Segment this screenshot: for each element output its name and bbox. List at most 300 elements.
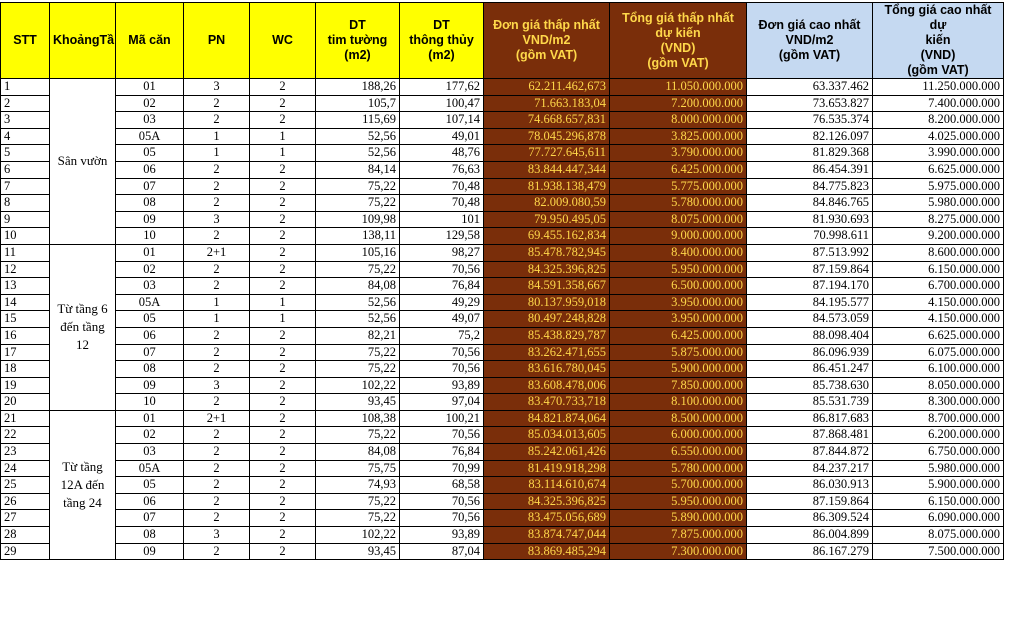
cell-stt[interactable]: 11 (1, 244, 50, 261)
cell-area-clear[interactable]: 70,48 (400, 195, 484, 212)
cell-max-unit-price[interactable]: 84.846.765 (747, 195, 873, 212)
cell-min-total[interactable]: 7.200.000.000 (610, 95, 747, 112)
cell-wc[interactable]: 2 (250, 394, 316, 411)
cell-pn[interactable]: 1 (184, 145, 250, 162)
cell-min-unit-price[interactable]: 78.045.296,878 (484, 128, 610, 145)
cell-area-clear[interactable]: 97,04 (400, 394, 484, 411)
cell-area-wall[interactable]: 84,14 (316, 161, 400, 178)
cell-min-unit-price[interactable]: 83.475.056,689 (484, 510, 610, 527)
cell-area-wall[interactable]: 75,22 (316, 178, 400, 195)
cell-area-wall[interactable]: 109,98 (316, 211, 400, 228)
cell-pn[interactable]: 2 (184, 493, 250, 510)
cell-min-total[interactable]: 6.000.000.000 (610, 427, 747, 444)
cell-pn[interactable]: 2 (184, 178, 250, 195)
cell-wc[interactable]: 2 (250, 377, 316, 394)
cell-unit[interactable]: 05 (116, 145, 184, 162)
cell-unit[interactable]: 01 (116, 79, 184, 96)
cell-max-unit-price[interactable]: 85.531.739 (747, 394, 873, 411)
cell-stt[interactable]: 8 (1, 195, 50, 212)
header-area-clear[interactable]: DT thông thủy (m2) (400, 3, 484, 79)
cell-unit[interactable]: 03 (116, 278, 184, 295)
cell-max-total[interactable]: 6.150.000.000 (873, 261, 1004, 278)
header-unit[interactable]: Mã căn (116, 3, 184, 79)
cell-min-unit-price[interactable]: 83.874.747,044 (484, 527, 610, 544)
cell-min-unit-price[interactable]: 69.455.162,834 (484, 228, 610, 245)
cell-area-wall[interactable]: 74,93 (316, 477, 400, 494)
cell-pn[interactable]: 2 (184, 278, 250, 295)
cell-pn[interactable]: 2 (184, 228, 250, 245)
cell-pn[interactable]: 1 (184, 311, 250, 328)
cell-max-unit-price[interactable]: 84.573.059 (747, 311, 873, 328)
cell-wc[interactable]: 2 (250, 79, 316, 96)
cell-max-total[interactable]: 6.700.000.000 (873, 278, 1004, 295)
cell-max-unit-price[interactable]: 87.513.992 (747, 244, 873, 261)
cell-stt[interactable]: 24 (1, 460, 50, 477)
cell-area-wall[interactable]: 105,16 (316, 244, 400, 261)
cell-min-unit-price[interactable]: 83.114.610,674 (484, 477, 610, 494)
cell-wc[interactable]: 2 (250, 527, 316, 544)
cell-wc[interactable]: 2 (250, 178, 316, 195)
cell-min-total[interactable]: 5.700.000.000 (610, 477, 747, 494)
cell-unit[interactable]: 07 (116, 344, 184, 361)
cell-wc[interactable]: 2 (250, 195, 316, 212)
cell-min-total[interactable]: 6.500.000.000 (610, 278, 747, 295)
cell-area-clear[interactable]: 76,84 (400, 278, 484, 295)
cell-min-unit-price[interactable]: 83.616.780,045 (484, 361, 610, 378)
cell-min-total[interactable]: 7.875.000.000 (610, 527, 747, 544)
cell-max-total[interactable]: 4.150.000.000 (873, 294, 1004, 311)
cell-max-total[interactable]: 5.980.000.000 (873, 460, 1004, 477)
cell-max-total[interactable]: 6.150.000.000 (873, 493, 1004, 510)
cell-unit[interactable]: 07 (116, 178, 184, 195)
cell-area-clear[interactable]: 100,47 (400, 95, 484, 112)
cell-min-total[interactable]: 8.000.000.000 (610, 112, 747, 129)
cell-min-total[interactable]: 6.425.000.000 (610, 327, 747, 344)
cell-max-unit-price[interactable]: 81.930.693 (747, 211, 873, 228)
header-min-unit-price[interactable]: Đơn giá thấp nhất VND/m2 (gồm VAT) (484, 3, 610, 79)
cell-unit[interactable]: 05A (116, 294, 184, 311)
cell-pn[interactable]: 2 (184, 344, 250, 361)
cell-area-clear[interactable]: 93,89 (400, 527, 484, 544)
cell-min-total[interactable]: 5.890.000.000 (610, 510, 747, 527)
cell-min-total[interactable]: 5.900.000.000 (610, 361, 747, 378)
cell-max-unit-price[interactable]: 63.337.462 (747, 79, 873, 96)
cell-area-clear[interactable]: 70,99 (400, 460, 484, 477)
cell-pn[interactable]: 2 (184, 195, 250, 212)
header-wc[interactable]: WC (250, 3, 316, 79)
cell-min-total[interactable]: 6.550.000.000 (610, 444, 747, 461)
cell-stt[interactable]: 5 (1, 145, 50, 162)
cell-area-wall[interactable]: 84,08 (316, 278, 400, 295)
cell-min-total[interactable]: 6.425.000.000 (610, 161, 747, 178)
cell-max-total[interactable]: 6.090.000.000 (873, 510, 1004, 527)
cell-area-clear[interactable]: 177,62 (400, 79, 484, 96)
cell-pn[interactable]: 2 (184, 112, 250, 129)
cell-min-total[interactable]: 8.075.000.000 (610, 211, 747, 228)
cell-max-unit-price[interactable]: 73.653.827 (747, 95, 873, 112)
cell-wc[interactable]: 2 (250, 95, 316, 112)
cell-max-total[interactable]: 6.075.000.000 (873, 344, 1004, 361)
cell-max-unit-price[interactable]: 86.096.939 (747, 344, 873, 361)
cell-stt[interactable]: 15 (1, 311, 50, 328)
cell-area-clear[interactable]: 70,56 (400, 344, 484, 361)
cell-stt[interactable]: 29 (1, 543, 50, 560)
cell-max-total[interactable]: 6.100.000.000 (873, 361, 1004, 378)
cell-wc[interactable]: 1 (250, 145, 316, 162)
cell-max-unit-price[interactable]: 86.817.683 (747, 410, 873, 427)
header-min-total[interactable]: Tổng giá thấp nhất dự kiến (VND) (gồm VAT) (610, 3, 747, 79)
cell-area-clear[interactable]: 70,56 (400, 261, 484, 278)
cell-stt[interactable]: 23 (1, 444, 50, 461)
cell-min-unit-price[interactable]: 80.137.959,018 (484, 294, 610, 311)
zone-cell[interactable]: Từ tầng 12A đến tầng 24 (50, 410, 116, 559)
cell-unit[interactable]: 05 (116, 311, 184, 328)
cell-wc[interactable]: 2 (250, 477, 316, 494)
cell-wc[interactable]: 2 (250, 228, 316, 245)
cell-area-clear[interactable]: 129,58 (400, 228, 484, 245)
cell-min-unit-price[interactable]: 84.591.358,667 (484, 278, 610, 295)
cell-unit[interactable]: 10 (116, 394, 184, 411)
cell-unit[interactable]: 09 (116, 211, 184, 228)
cell-area-clear[interactable]: 101 (400, 211, 484, 228)
cell-min-unit-price[interactable]: 83.869.485,294 (484, 543, 610, 560)
cell-max-total[interactable]: 8.075.000.000 (873, 527, 1004, 544)
cell-max-total[interactable]: 6.625.000.000 (873, 327, 1004, 344)
cell-area-clear[interactable]: 49,29 (400, 294, 484, 311)
cell-max-unit-price[interactable]: 84.775.823 (747, 178, 873, 195)
cell-max-unit-price[interactable]: 86.004.899 (747, 527, 873, 544)
cell-area-wall[interactable]: 52,56 (316, 311, 400, 328)
cell-pn[interactable]: 2 (184, 161, 250, 178)
cell-max-unit-price[interactable]: 88.098.404 (747, 327, 873, 344)
cell-area-wall[interactable]: 75,22 (316, 493, 400, 510)
cell-wc[interactable]: 2 (250, 361, 316, 378)
cell-stt[interactable]: 6 (1, 161, 50, 178)
cell-pn[interactable]: 3 (184, 211, 250, 228)
cell-stt[interactable]: 22 (1, 427, 50, 444)
cell-area-wall[interactable]: 102,22 (316, 527, 400, 544)
cell-area-wall[interactable]: 75,22 (316, 510, 400, 527)
cell-min-unit-price[interactable]: 71.663.183,04 (484, 95, 610, 112)
cell-area-clear[interactable]: 107,14 (400, 112, 484, 129)
cell-area-wall[interactable]: 93,45 (316, 394, 400, 411)
cell-min-total[interactable]: 8.100.000.000 (610, 394, 747, 411)
cell-area-clear[interactable]: 49,07 (400, 311, 484, 328)
cell-wc[interactable]: 2 (250, 161, 316, 178)
cell-stt[interactable]: 9 (1, 211, 50, 228)
header-max-unit-price[interactable]: Đơn giá cao nhất VND/m2 (gồm VAT) (747, 3, 873, 79)
cell-max-unit-price[interactable]: 81.829.368 (747, 145, 873, 162)
cell-pn[interactable]: 2 (184, 327, 250, 344)
cell-max-total[interactable]: 4.150.000.000 (873, 311, 1004, 328)
cell-unit[interactable]: 01 (116, 244, 184, 261)
cell-area-wall[interactable]: 52,56 (316, 294, 400, 311)
cell-min-unit-price[interactable]: 85.242.061,426 (484, 444, 610, 461)
cell-area-wall[interactable]: 188,26 (316, 79, 400, 96)
cell-max-unit-price[interactable]: 82.126.097 (747, 128, 873, 145)
cell-min-unit-price[interactable]: 85.438.829,787 (484, 327, 610, 344)
cell-max-unit-price[interactable]: 76.535.374 (747, 112, 873, 129)
cell-unit[interactable]: 03 (116, 444, 184, 461)
cell-stt[interactable]: 27 (1, 510, 50, 527)
cell-area-wall[interactable]: 102,22 (316, 377, 400, 394)
cell-unit[interactable]: 05A (116, 460, 184, 477)
header-max-total[interactable]: Tổng giá cao nhất dự kiến (VND) (gồm VAT) (873, 3, 1004, 79)
cell-max-total[interactable]: 7.500.000.000 (873, 543, 1004, 560)
cell-max-unit-price[interactable]: 87.868.481 (747, 427, 873, 444)
cell-unit[interactable]: 08 (116, 527, 184, 544)
cell-pn[interactable]: 2 (184, 95, 250, 112)
cell-max-total[interactable]: 11.250.000.000 (873, 79, 1004, 96)
cell-wc[interactable]: 1 (250, 128, 316, 145)
cell-unit[interactable]: 02 (116, 427, 184, 444)
cell-area-clear[interactable]: 76,63 (400, 161, 484, 178)
cell-pn[interactable]: 2+1 (184, 244, 250, 261)
cell-area-wall[interactable]: 75,22 (316, 195, 400, 212)
cell-max-total[interactable]: 6.625.000.000 (873, 161, 1004, 178)
cell-stt[interactable]: 7 (1, 178, 50, 195)
cell-area-clear[interactable]: 75,2 (400, 327, 484, 344)
cell-area-wall[interactable]: 75,22 (316, 427, 400, 444)
cell-max-total[interactable]: 7.400.000.000 (873, 95, 1004, 112)
cell-min-total[interactable]: 3.825.000.000 (610, 128, 747, 145)
cell-min-total[interactable]: 5.950.000.000 (610, 261, 747, 278)
cell-unit[interactable]: 08 (116, 195, 184, 212)
cell-max-total[interactable]: 6.200.000.000 (873, 427, 1004, 444)
cell-unit[interactable]: 06 (116, 493, 184, 510)
cell-max-total[interactable]: 8.200.000.000 (873, 112, 1004, 129)
cell-area-clear[interactable]: 70,48 (400, 178, 484, 195)
cell-min-unit-price[interactable]: 81.419.918,298 (484, 460, 610, 477)
cell-max-unit-price[interactable]: 86.030.913 (747, 477, 873, 494)
cell-unit[interactable]: 06 (116, 327, 184, 344)
cell-min-unit-price[interactable]: 74.668.657,831 (484, 112, 610, 129)
cell-area-clear[interactable]: 68,58 (400, 477, 484, 494)
cell-max-total[interactable]: 8.700.000.000 (873, 410, 1004, 427)
cell-area-clear[interactable]: 48,76 (400, 145, 484, 162)
cell-stt[interactable]: 28 (1, 527, 50, 544)
cell-area-clear[interactable]: 93,89 (400, 377, 484, 394)
cell-max-unit-price[interactable]: 84.237.217 (747, 460, 873, 477)
cell-unit[interactable]: 05 (116, 477, 184, 494)
cell-unit[interactable]: 02 (116, 261, 184, 278)
cell-max-unit-price[interactable]: 86.167.279 (747, 543, 873, 560)
cell-wc[interactable]: 1 (250, 294, 316, 311)
cell-area-wall[interactable]: 75,75 (316, 460, 400, 477)
cell-max-total[interactable]: 4.025.000.000 (873, 128, 1004, 145)
cell-stt[interactable]: 16 (1, 327, 50, 344)
cell-area-clear[interactable]: 98,27 (400, 244, 484, 261)
cell-pn[interactable]: 2 (184, 261, 250, 278)
cell-pn[interactable]: 1 (184, 128, 250, 145)
cell-wc[interactable]: 2 (250, 543, 316, 560)
cell-max-unit-price[interactable]: 70.998.611 (747, 228, 873, 245)
cell-min-unit-price[interactable]: 85.478.782,945 (484, 244, 610, 261)
header-area-wall[interactable]: DT tim tường (m2) (316, 3, 400, 79)
cell-unit[interactable]: 01 (116, 410, 184, 427)
cell-stt[interactable]: 25 (1, 477, 50, 494)
cell-min-total[interactable]: 9.000.000.000 (610, 228, 747, 245)
cell-unit[interactable]: 03 (116, 112, 184, 129)
cell-min-unit-price[interactable]: 83.262.471,655 (484, 344, 610, 361)
cell-area-wall[interactable]: 82,21 (316, 327, 400, 344)
cell-max-total[interactable]: 5.900.000.000 (873, 477, 1004, 494)
cell-stt[interactable]: 14 (1, 294, 50, 311)
cell-unit[interactable]: 09 (116, 543, 184, 560)
cell-stt[interactable]: 4 (1, 128, 50, 145)
cell-area-wall[interactable]: 108,38 (316, 410, 400, 427)
cell-min-total[interactable]: 5.950.000.000 (610, 493, 747, 510)
cell-stt[interactable]: 13 (1, 278, 50, 295)
cell-max-unit-price[interactable]: 85.738.630 (747, 377, 873, 394)
cell-pn[interactable]: 2 (184, 510, 250, 527)
cell-min-unit-price[interactable]: 83.844.447,344 (484, 161, 610, 178)
cell-min-total[interactable]: 3.950.000.000 (610, 294, 747, 311)
cell-min-total[interactable]: 5.875.000.000 (610, 344, 747, 361)
cell-min-total[interactable]: 8.500.000.000 (610, 410, 747, 427)
cell-unit[interactable]: 07 (116, 510, 184, 527)
cell-wc[interactable]: 2 (250, 244, 316, 261)
cell-min-total[interactable]: 3.790.000.000 (610, 145, 747, 162)
cell-wc[interactable]: 2 (250, 410, 316, 427)
cell-unit[interactable]: 08 (116, 361, 184, 378)
cell-max-total[interactable]: 5.975.000.000 (873, 178, 1004, 195)
cell-min-total[interactable]: 5.780.000.000 (610, 460, 747, 477)
cell-pn[interactable]: 3 (184, 527, 250, 544)
cell-pn[interactable]: 2 (184, 394, 250, 411)
cell-min-unit-price[interactable]: 82.009.080,59 (484, 195, 610, 212)
cell-unit[interactable]: 10 (116, 228, 184, 245)
cell-area-clear[interactable]: 70,56 (400, 361, 484, 378)
cell-min-unit-price[interactable]: 77.727.645,611 (484, 145, 610, 162)
cell-min-unit-price[interactable]: 81.938.138,479 (484, 178, 610, 195)
cell-stt[interactable]: 20 (1, 394, 50, 411)
cell-wc[interactable]: 2 (250, 344, 316, 361)
cell-max-unit-price[interactable]: 87.194.170 (747, 278, 873, 295)
cell-max-total[interactable]: 9.200.000.000 (873, 228, 1004, 245)
cell-max-unit-price[interactable]: 86.454.391 (747, 161, 873, 178)
cell-area-wall[interactable]: 75,22 (316, 344, 400, 361)
cell-area-clear[interactable]: 100,21 (400, 410, 484, 427)
cell-wc[interactable]: 2 (250, 261, 316, 278)
cell-unit[interactable]: 09 (116, 377, 184, 394)
cell-pn[interactable]: 2 (184, 444, 250, 461)
cell-area-clear[interactable]: 70,56 (400, 493, 484, 510)
cell-area-clear[interactable]: 49,01 (400, 128, 484, 145)
cell-area-wall[interactable]: 75,22 (316, 261, 400, 278)
cell-area-wall[interactable]: 105,7 (316, 95, 400, 112)
cell-max-total[interactable]: 8.300.000.000 (873, 394, 1004, 411)
zone-cell[interactable]: Sân vườn (50, 79, 116, 245)
cell-stt[interactable]: 21 (1, 410, 50, 427)
cell-stt[interactable]: 18 (1, 361, 50, 378)
cell-min-total[interactable]: 7.300.000.000 (610, 543, 747, 560)
cell-pn[interactable]: 2 (184, 543, 250, 560)
cell-wc[interactable]: 2 (250, 493, 316, 510)
cell-min-total[interactable]: 3.950.000.000 (610, 311, 747, 328)
cell-max-total[interactable]: 3.990.000.000 (873, 145, 1004, 162)
cell-area-clear[interactable]: 70,56 (400, 427, 484, 444)
header-stt[interactable]: STT (1, 3, 50, 79)
cell-max-total[interactable]: 5.980.000.000 (873, 195, 1004, 212)
header-pn[interactable]: PN (184, 3, 250, 79)
cell-min-unit-price[interactable]: 83.608.478,006 (484, 377, 610, 394)
cell-max-unit-price[interactable]: 87.159.864 (747, 493, 873, 510)
cell-area-clear[interactable]: 76,84 (400, 444, 484, 461)
cell-stt[interactable]: 10 (1, 228, 50, 245)
cell-wc[interactable]: 2 (250, 444, 316, 461)
cell-stt[interactable]: 3 (1, 112, 50, 129)
cell-unit[interactable]: 06 (116, 161, 184, 178)
cell-max-total[interactable]: 8.600.000.000 (873, 244, 1004, 261)
cell-min-unit-price[interactable]: 79.950.495,05 (484, 211, 610, 228)
cell-stt[interactable]: 17 (1, 344, 50, 361)
cell-area-wall[interactable]: 52,56 (316, 145, 400, 162)
cell-area-wall[interactable]: 93,45 (316, 543, 400, 560)
cell-max-unit-price[interactable]: 86.309.524 (747, 510, 873, 527)
cell-min-unit-price[interactable]: 84.325.396,825 (484, 261, 610, 278)
cell-stt[interactable]: 26 (1, 493, 50, 510)
cell-wc[interactable]: 2 (250, 278, 316, 295)
cell-min-total[interactable]: 5.780.000.000 (610, 195, 747, 212)
cell-pn[interactable]: 2+1 (184, 410, 250, 427)
cell-pn[interactable]: 2 (184, 477, 250, 494)
cell-min-unit-price[interactable]: 84.821.874,064 (484, 410, 610, 427)
cell-stt[interactable]: 2 (1, 95, 50, 112)
cell-max-unit-price[interactable]: 87.844.872 (747, 444, 873, 461)
cell-area-wall[interactable]: 138,11 (316, 228, 400, 245)
cell-max-unit-price[interactable]: 84.195.577 (747, 294, 873, 311)
cell-max-total[interactable]: 8.050.000.000 (873, 377, 1004, 394)
cell-wc[interactable]: 2 (250, 112, 316, 129)
cell-min-unit-price[interactable]: 83.470.733,718 (484, 394, 610, 411)
cell-wc[interactable]: 2 (250, 427, 316, 444)
cell-min-total[interactable]: 5.775.000.000 (610, 178, 747, 195)
cell-max-unit-price[interactable]: 86.451.247 (747, 361, 873, 378)
cell-pn[interactable]: 3 (184, 79, 250, 96)
cell-pn[interactable]: 1 (184, 294, 250, 311)
cell-min-unit-price[interactable]: 80.497.248,828 (484, 311, 610, 328)
cell-max-total[interactable]: 6.750.000.000 (873, 444, 1004, 461)
cell-min-unit-price[interactable]: 85.034.013,605 (484, 427, 610, 444)
cell-min-total[interactable]: 7.850.000.000 (610, 377, 747, 394)
zone-cell[interactable]: Từ tầng 6 đến tầng 12 (50, 244, 116, 410)
cell-pn[interactable]: 3 (184, 377, 250, 394)
cell-stt[interactable]: 1 (1, 79, 50, 96)
cell-wc[interactable]: 2 (250, 327, 316, 344)
cell-max-unit-price[interactable]: 87.159.864 (747, 261, 873, 278)
cell-area-wall[interactable]: 84,08 (316, 444, 400, 461)
cell-stt[interactable]: 19 (1, 377, 50, 394)
cell-wc[interactable]: 2 (250, 510, 316, 527)
cell-wc[interactable]: 2 (250, 460, 316, 477)
cell-area-wall[interactable]: 52,56 (316, 128, 400, 145)
cell-area-wall[interactable]: 115,69 (316, 112, 400, 129)
cell-area-wall[interactable]: 75,22 (316, 361, 400, 378)
cell-area-clear[interactable]: 87,04 (400, 543, 484, 560)
cell-max-total[interactable]: 8.275.000.000 (873, 211, 1004, 228)
cell-area-clear[interactable]: 70,56 (400, 510, 484, 527)
cell-unit[interactable]: 05A (116, 128, 184, 145)
cell-unit[interactable]: 02 (116, 95, 184, 112)
header-zone[interactable]: KhoảngTầ (50, 3, 116, 79)
cell-min-unit-price[interactable]: 84.325.396,825 (484, 493, 610, 510)
cell-pn[interactable]: 2 (184, 460, 250, 477)
cell-wc[interactable]: 1 (250, 311, 316, 328)
cell-min-total[interactable]: 11.050.000.000 (610, 79, 747, 96)
cell-min-total[interactable]: 8.400.000.000 (610, 244, 747, 261)
cell-wc[interactable]: 2 (250, 211, 316, 228)
